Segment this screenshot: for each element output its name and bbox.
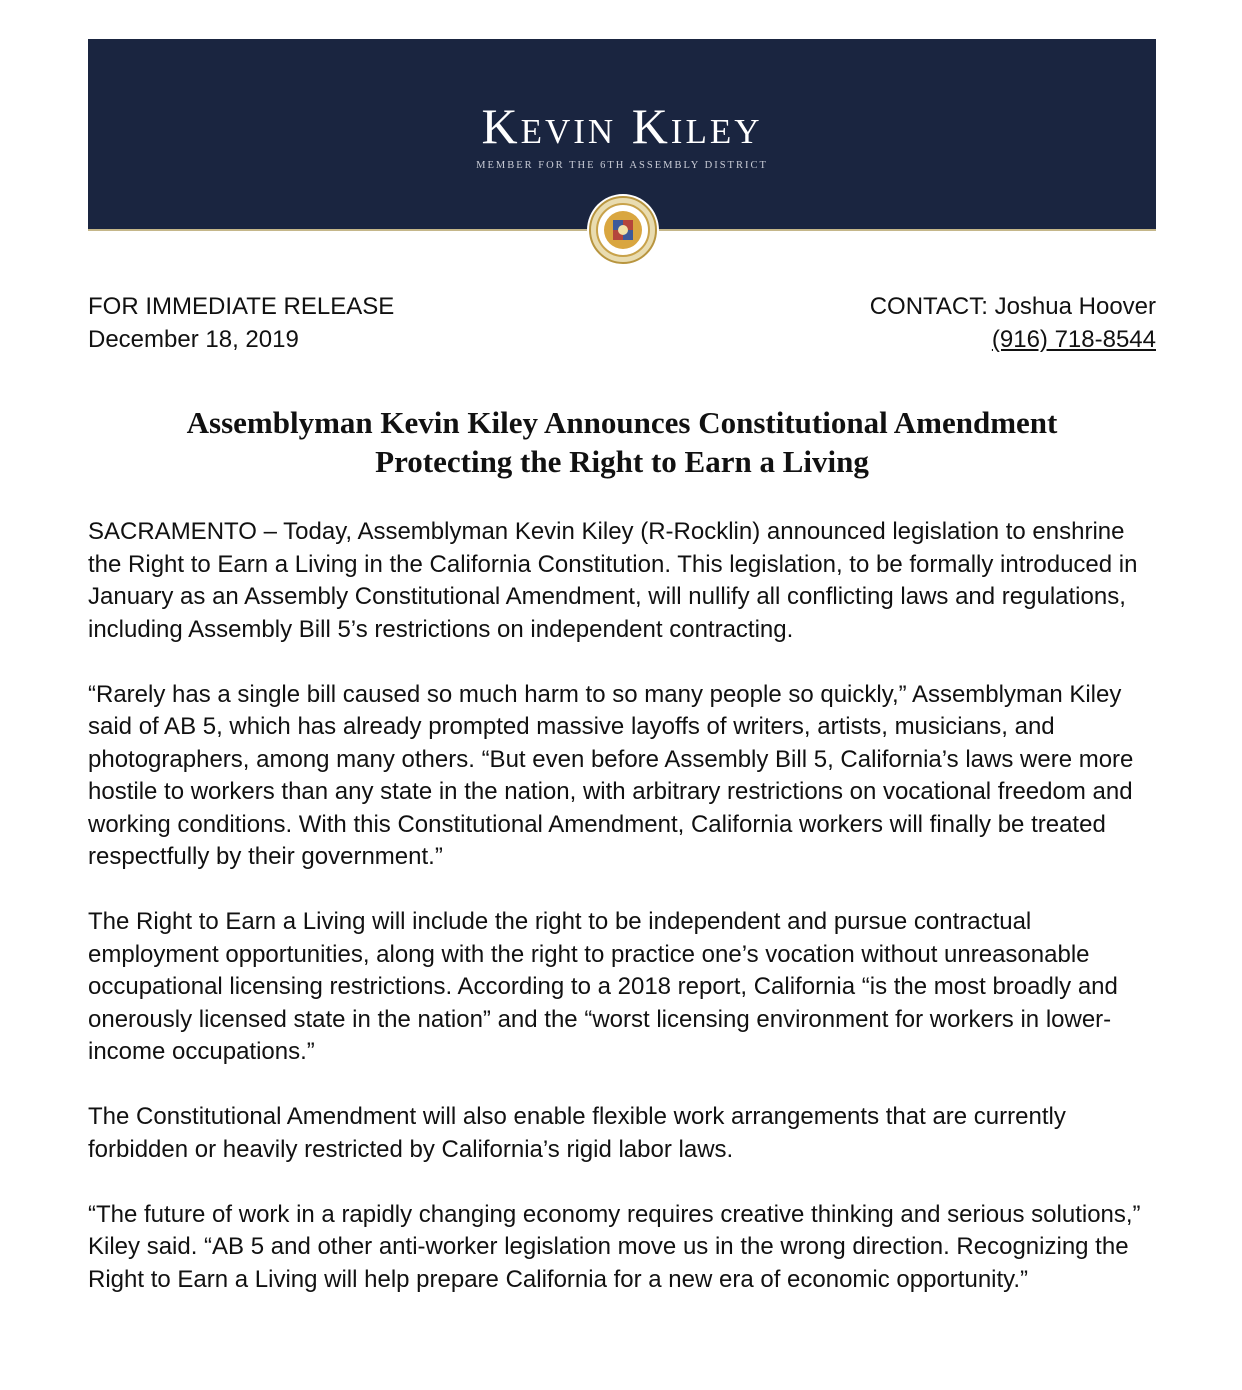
press-release-headline (88, 403, 1156, 481)
headline-line-2: Protecting the Right to Earn a Living (375, 444, 869, 479)
body-paragraph: The Constitutional Amendment will also enable flexible work arrangements that are currently forbidden or heavily restricted by California’s rigid labor laws. (88, 1103, 1066, 1163)
contact-phone-link[interactable]: (916) 718-8544 (991, 326, 1156, 353)
release-date: December 18, 2019 (88, 326, 299, 353)
press-release-body (88, 516, 1156, 1329)
contact-info (870, 290, 1156, 356)
contact-name: CONTACT: Joshua Hoover (869, 293, 1156, 320)
headline-line-1: Assemblyman Kevin Kiley Announces Constitutional Amendment (186, 405, 1058, 440)
body-paragraph: “Rarely has a single bill caused so much harm to so many people so quickly,” Assemblyman Kiley said of AB 5, which has already prompted massive layoffs of writers, artists, musicians, and photographers, among many others. “But even before Assembly Bill 5, California’s laws were more hostile to workers than any state in the nation, with arbitrary restrictions on vocational freedom and working conditions. With this Constitutional Amendment, California workers will finally be treated respectfully by their government.” (88, 680, 1134, 870)
letterhead-subtitle: MEMBER FOR THE 6TH ASSEMBLY DISTRICT (476, 160, 768, 171)
release-status: FOR IMMEDIATE RELEASE (88, 293, 395, 320)
body-paragraph: “The future of work in a rapidly changing economy requires creative thinking and serious solutions,” Kiley said. “AB 5 and other anti-worker legislation move us in the wrong direction. Recognizing the Right to Earn a Living will help prepare California for a new era of economic opportunity.” (88, 1200, 1141, 1293)
letterhead-name: Kevin Kiley (481, 98, 763, 154)
body-paragraph: The Right to Earn a Living will include the right to be independent and pursue contractual employment opportunities, along with the right to practice one’s vocation without unreasonable occupational licensing restrictions. According to a 2018 report, California “is the most broadly and onerously licensed state in the nation” and the “worst licensing environment for workers in lower-income occupations.” (88, 908, 1118, 1065)
release-info (88, 290, 394, 356)
body-paragraph: SACRAMENTO – Today, Assemblyman Kevin Kiley (R-Rocklin) announced legislation to enshrine the Right to Earn a Living in the California Constitution. This legislation, to be formally introduced in January as an Assembly Constitutional Amendment, will nullify all conflicting laws and regulations, including Assembly Bill 5’s restrictions on independent contracting. (88, 518, 1138, 643)
assembly-seal-icon (586, 193, 660, 267)
